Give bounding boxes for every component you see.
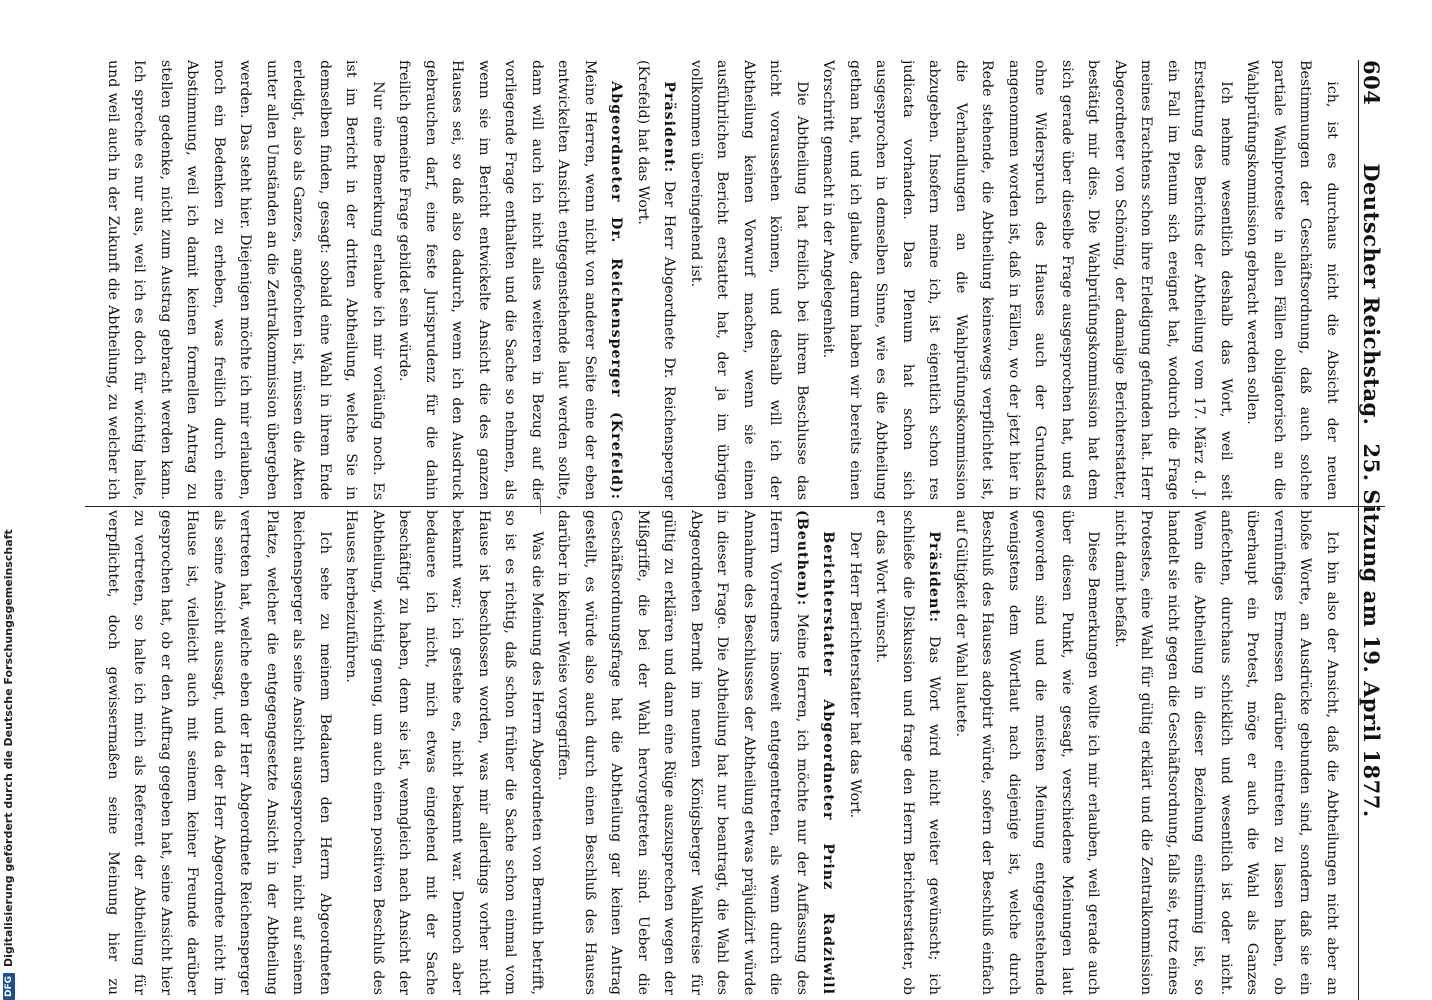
column-divider — [85, 506, 1385, 507]
paragraph: Nur eine Bemerkung erlaube ich mir vorläufig noch. Es ist im Bericht in der dritten Abtheilung, welche Sie in demselben finden, gesagt: sobald eine Wahl in ihrem Ende erledigt, also als Ganzes, angefochten ist, müssen die Akten unter allen Umständen an die Zentralkommission übergeben werden. Das steht hier. Diejenigen möchte ich mir erlauben, noch ein Bedenken zu erheben, was freilich durch eine Abstimmung, weil ich damit keinen formellen Antrag zu stellen gedenke, nicht zum Austrag gebracht werden kann. Ich spreche es nur aus, weil ich es doch für wichtig halte, und weil auch in der Zukunft die Abtheilung, zu welcher ich — [105, 60, 386, 500]
paragraph: Diese Bemerkungen wollte ich mir erlauben, weil gerade auch über diesen Punkt, wie gesagt, verschiedene Meinungen laut geworden sind und die meisten Meinung entgegenstehende wenigstens dem Wortlaut nach diejenige ist, welche durch Beschluß des Hauses adoptirt würde, sofern der Beschluß einfach auf Gültigkeit der Wahl lautete. — [953, 510, 1102, 995]
speaker-paragraph — [630, 60, 683, 500]
paragraph: Die Abtheilung hat freilich bei ihrem Beschlusse das nicht voraussehen können, und deshalb will ich der Abtheilung keinen Vorwurf machen, wenn sie einen ausführlichen Bericht erstattet hat, der ja im übrigen vollkommen übereingehend ist. — [688, 60, 810, 500]
paragraph: Ich nehme wesentlich deshalb das Wort, weil seit Erstattung des Berichts der Abtheilung vom 17. März d. J. ein Fall im Plenum sich ereignet hat, wodurch die Frage meines Erachtens schon ihre Erledigung gefunden hat. Herr Abgeordneter von Schöning, der damalige Berichterstatter, bestätigt mir dies. Die Wahlprüfungskommission hat dem sich gerade über dieselbe Frage ausgesprochen hat, und es ohne Widerspruch des Hauses auch der Grundsatz angenommen worden ist, daß in Fällen, wo der jetzt hier in Rede stehende, die Abtheilung keineswegs verpflichtet ist, die Verhandlungen an die Wahlprüfungskommission abzugeben. Insofern meine ich, ist eigentlich schon res judicata vorhanden. Das Plenum hat schon sich ausgesprochen in demselben Sinne, wie es die Abtheilung gethan hat, und ich glaube, darum haben wir bereits einen Vorschritt gemacht in der Angelegenheit. — [820, 60, 1234, 500]
digitization-credit — [2, 529, 15, 1000]
lower-text-column — [105, 510, 1345, 995]
paragraph: Der Herr Berichterstatter hat das Wort. — [847, 531, 863, 819]
speaker-name: Abgeordneter Dr. Reichensperger (Krefeld): — [608, 81, 625, 500]
speaker-text: Meine Herren, ich möchte nur der Auffassung des Herrn Vorredners insoweit entgegentreten, als wenn durch die Annahme des Beschlusses der Abtheilung etwas präjudizirt würde in dieser Frage. Die Abtheilung hat nur beantragt, die Wahl des Abgeordneten Berndt im neunten Königsberger Wahlkreise für gültig zu erklären und dann eine Rüge auszusprechen wegen der Mißgriffe, die bei der Wahl hervorgetreten sind. Ueber die Geschäftsordnungsfrage hat die Abtheilung gar keinen Antrag gestellt, es würde also auch durch einen Beschluß des Hauses darüber in keiner Weise vorgegriffen. — [555, 510, 810, 995]
speaker-text: Meine Herren, wenn nicht von anderer Seite eine der eben entwickelten Ansicht entgegenstehende laut werden sollte, dann will auch ich nicht alles weiteren in Bezug auf die vorliegende Frage enthalten und die Sache so nehmen, als wenn sie im Bericht entwickelte Ansicht die des ganzen Hauses sei, so daß also dadurch, wenn ich den Ausdruck gebrauchen darf, eine feste Jurisprudenz für die dahin freilich gemeinte Frage gebildet sein würde. — [396, 60, 598, 500]
paragraph: Ich bin also der Ansicht, daß die Abtheilungen nicht aber an bloße Worte, an Ausdrücke gebunden sind, sondern daß sie ein vernünftiges Ermessen darüber eintreten zu lassen haben, ob überhaupt ein Protest, möge er auch die Wahl als Ganzes anfechten, durchaus schicklich und wesentlich ist oder nicht. Wenn die Abtheilung in dieser Beziehung einstimmig ist, so handelt sie nicht gegen die Geschäftsordnung, falls sie, trotz eines Protestes, eine Wahl für gültig erklärt und die Zentralkommission nicht damit befaßt. — [1112, 510, 1340, 995]
paragraph: ich, ist es durchaus nicht die Absicht der neuen Bestimmungen der Geschäftsordnung, daß auch solche partiale Wahlproteste in allen Fällen obligatorisch an die Wahlprüfungskommission gebracht werden sollen. — [1244, 60, 1340, 500]
speaker-paragraph — [550, 510, 842, 995]
speaker-name: Präsident: — [926, 531, 943, 624]
page-number: 604 — [1359, 60, 1385, 106]
dfg-logo-icon: DFG — [3, 973, 15, 1000]
speaker-paragraph — [868, 510, 948, 995]
paragraph: Was die Meinung des Herrn Abgeordneten von Bernuth betrifft, so ist es richtig, daß schon früher die Sache schon einmal vom Hause ist beschlossen worden, was mir allerdings vorher nicht bekannt war; ich gestehe es, nicht bekannt war. Dennoch aber bedauere ich nicht, mich etwas eingehend mit der Sache beschäftigt zu haben, denn sie ist, wenngleich nach Ansicht der Abtheilung, wichtig genug, um auch einen positiven Beschluß des Hauses herbeizuführen. — [343, 510, 545, 995]
publication-title: Deutscher Reichstag. — [1359, 163, 1385, 426]
session-date: 25. Sitzung am 19. April 1877. — [1359, 443, 1385, 818]
credit-text: Digitalisierung gefördert durch die Deutsche Forschungsgemeinschaft — [2, 529, 15, 967]
speaker-paragraph — [391, 60, 630, 500]
speaker-name: Präsident: — [661, 81, 678, 174]
page-header — [1358, 60, 1385, 1000]
paragraph: Ich sehe zu meinem Bedauern den Herrn Abgeordneten Reichensperger als seine Ansicht ausgesprochen, nicht auf seinem Platze, welcher die entgegengesetzte Ansicht in der Abtheilung vertreten hat, welche eben der Herr Abgeordnete Reichensperger als seine Ansicht aussagt, und da der Herr Abgeordnete nicht im Hause ist, vielleicht auch mit seinem keiner Freunde darüber gesprochen hat, ob er den Auftrag gegeben hat, seine Ansicht hier zu vertreten, so halte ich mich als Referent der Abtheilung für verpflichtet, doch gewissermaßen seine Meinung hier zu — [105, 510, 333, 995]
speaker-text: Das Wort wird nicht weiter gewünscht; ich schließe die Diskussion und frage den Herrn Berichterstatter, ob er das Wort wünscht. — [873, 510, 943, 995]
speaker-text: Der Herr Abgeordnete Dr. Reichensperger (Krefeld) hat das Wort. — [635, 60, 678, 500]
speaker-name: Berichterstatter Abgeordneter Prinz Radziwill (Beuthen): — [794, 510, 837, 995]
upper-text-column — [105, 60, 1345, 500]
